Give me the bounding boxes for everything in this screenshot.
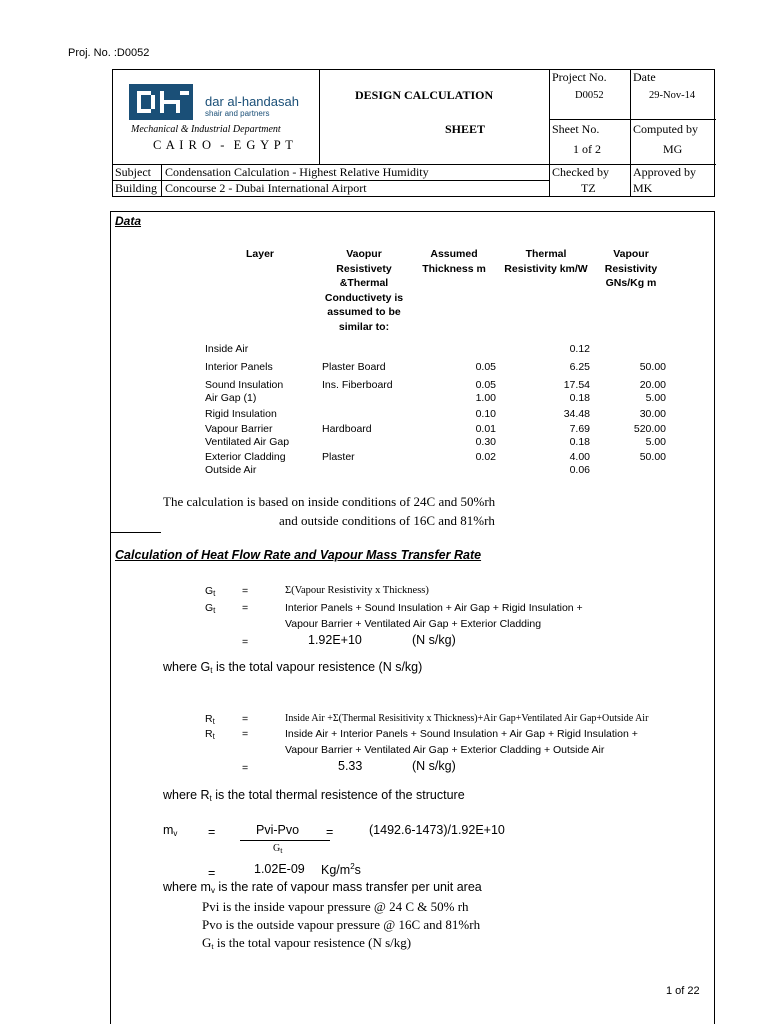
gt-symbol: $G_t$ (205, 602, 216, 615)
approved-by-value: MK (633, 181, 653, 195)
design-calculation-title: DESIGN CALCULATION (355, 88, 494, 102)
rt-symbol: $R_t$ (205, 713, 215, 726)
project-no-value: D0052 (575, 90, 604, 101)
thickness-value: 0.05 (475, 379, 496, 391)
equals-sign: = (242, 636, 249, 648)
thermal-value: 17.54 (563, 379, 590, 391)
approved-by-label: Approved by (633, 165, 696, 179)
rt-sum-line-2: Vapour Barrier + Ventilated Air Gap + Exterior Cladding + Outside Air (285, 744, 605, 756)
pvi-note: Pvi is the inside vapour pressure @ 24 C & 50% rh (202, 899, 469, 914)
vapour-value: 520.00 (633, 423, 666, 435)
sheet-title: SHEET (445, 122, 486, 136)
layer-name: Rigid Insulation (205, 408, 277, 420)
vapour-value: 5.00 (645, 392, 666, 404)
similar-material: Hardboard (322, 423, 372, 435)
data-section-title: Data (115, 214, 142, 228)
rt-description: where $R_t$ is the total thermal resistence of the structure (163, 788, 465, 803)
similar-material: Plaster (322, 451, 355, 463)
building-value: Concourse 2 - Dubai International Airport (165, 181, 367, 195)
date-label: Date (633, 70, 656, 84)
layer-name: Inside Air (205, 343, 249, 355)
page-number: 1 of 22 (666, 985, 700, 997)
company-logo (129, 84, 193, 120)
col-header-similar: Vaopur Resistivety &Thermal Conductivety is assumed to be similar to: (324, 248, 404, 333)
gt-formula: Σ(Vapour Resistivity x Thickness) (285, 585, 429, 596)
gt-description: where $G_t$ is the total vapour resistence (N s/kg) (163, 660, 423, 675)
department-label: Mechanical & Industrial Department (131, 124, 281, 135)
sheet-no-label: Sheet No. (552, 122, 600, 136)
checked-by-label: Checked by (552, 165, 609, 179)
thermal-value: 0.12 (569, 343, 590, 355)
col-header-thermal: Thermal Resistivity km/W (504, 248, 588, 275)
thickness-value: 0.02 (475, 451, 496, 463)
mv-description: where $m_v$ is the rate of vapour mass transfer per unit area (163, 880, 482, 895)
gt-sum-line-1: Interior Panels + Sound Insulation + Air Gap + Rigid Insulation + (285, 602, 583, 614)
section-divider (111, 532, 161, 533)
gt-symbol: $G_t$ (205, 585, 216, 598)
header-table (112, 69, 715, 197)
thermal-value: 0.18 (569, 392, 590, 404)
pvo-note: Pvo is the outside vapour pressure @ 16C and 81%rh (202, 917, 481, 932)
mv-numerator: Pvi-Pvo (256, 823, 300, 837)
conditions-line-1: The calculation is based on inside conditions of 24C and 50%rh (163, 494, 496, 509)
table-row (0, 408, 768, 422)
col-header-thickness: Assumed Thickness m (422, 248, 486, 275)
table-row (0, 361, 768, 375)
rt-value: 5.33 (338, 759, 363, 773)
vapour-value: 5.00 (645, 436, 666, 448)
equals-sign: = (208, 866, 216, 880)
table-row (0, 392, 768, 406)
thickness-value: 1.00 (475, 392, 496, 404)
subject-value: Condensation Calculation - Highest Relative Humidity (165, 165, 429, 179)
company-name: dar al-handasah (205, 94, 299, 109)
checked-by-value: TZ (581, 181, 596, 195)
thickness-value: 0.30 (475, 436, 496, 448)
table-row (0, 451, 768, 465)
layer-name: Vapour Barrier (205, 423, 273, 435)
computed-by-value: MG (663, 142, 683, 156)
mv-expression: (1492.6-1473)/1.92E+10 (369, 823, 505, 837)
company-subtitle: shair and partners (205, 109, 270, 118)
layer-name: Air Gap (1) (205, 392, 257, 404)
thickness-value: 0.05 (475, 361, 496, 373)
computed-by-label: Computed by (633, 122, 698, 136)
mv-unit: $Kg/m^2s$ (321, 862, 361, 877)
vapour-value: 50.00 (639, 361, 666, 373)
mv-denominator: $G_t$ (273, 843, 283, 855)
thickness-value: 0.10 (475, 408, 496, 420)
gt-note: $G_t$ is the total vapour resistence (N s/kg) (202, 935, 412, 951)
table-row (0, 379, 768, 393)
thickness-value: 0.01 (475, 423, 496, 435)
col-header-layer: Layer (245, 248, 275, 260)
mv-value: 1.02E-09 (254, 862, 305, 876)
layer-name: Interior Panels (205, 361, 273, 373)
col-header-vapour: Vapour Resistivity GNs/Kg m (604, 248, 658, 289)
thermal-value: 0.06 (569, 464, 590, 476)
thermal-value: 6.25 (569, 361, 590, 373)
calc-section-title: Calculation of Heat Flow Rate and Vapour Mass Transfer Rate (115, 548, 482, 562)
vapour-value: 50.00 (639, 451, 666, 463)
equals-sign: = (326, 825, 334, 839)
project-no-label: Project No. (552, 70, 607, 84)
mv-symbol: $m_v$ (163, 823, 178, 838)
table-row (0, 436, 768, 450)
rt-symbol: $R_t$ (205, 728, 215, 741)
gt-value: 1.92E+10 (308, 633, 362, 647)
table-row (0, 423, 768, 437)
city-label: C A I R O - E G Y P T (153, 138, 294, 152)
fraction-bar (240, 840, 330, 841)
gt-unit: (N s/kg) (412, 633, 456, 647)
thermal-value: 0.18 (569, 436, 590, 448)
rt-formula: Inside Air +Σ(Thermal Resisitivity x Thickness)+Air Gap+Ventilated Air Gap+Outside Air (285, 713, 649, 724)
conditions-line-2: and outside conditions of 16C and 81%rh (279, 513, 495, 528)
layer-name: Outside Air (205, 464, 257, 476)
subject-label: Subject (115, 165, 151, 179)
equals-sign: = (242, 728, 249, 740)
thermal-value: 4.00 (569, 451, 590, 463)
date-value: 29-Nov-14 (649, 90, 696, 101)
project-number-label: Proj. No. :D0052 (68, 47, 150, 59)
similar-material: Ins. Fiberboard (322, 379, 393, 391)
building-label: Building (115, 181, 158, 195)
rt-unit: (N s/kg) (412, 759, 456, 773)
similar-material: Plaster Board (322, 361, 386, 373)
layer-name: Exterior Cladding (205, 451, 286, 463)
sheet-no-value: 1 of 2 (573, 142, 601, 156)
equals-sign: = (208, 825, 216, 839)
layer-name: Sound Insulation (205, 379, 284, 391)
equals-sign: = (242, 762, 249, 774)
equals-sign: = (242, 585, 249, 597)
thermal-value: 34.48 (563, 408, 590, 420)
table-row (0, 343, 768, 357)
vapour-value: 20.00 (639, 379, 666, 391)
vapour-value: 30.00 (639, 408, 666, 420)
rt-sum-line-1: Inside Air + Interior Panels + Sound Insulation + Air Gap + Rigid Insulation + (285, 728, 638, 740)
equals-sign: = (242, 602, 249, 614)
table-row (0, 464, 768, 478)
thermal-value: 7.69 (569, 423, 590, 435)
equals-sign: = (242, 713, 249, 725)
layer-name: Ventilated Air Gap (205, 436, 290, 448)
gt-sum-line-2: Vapour Barrier + Ventilated Air Gap + Exterior Cladding (285, 618, 542, 630)
